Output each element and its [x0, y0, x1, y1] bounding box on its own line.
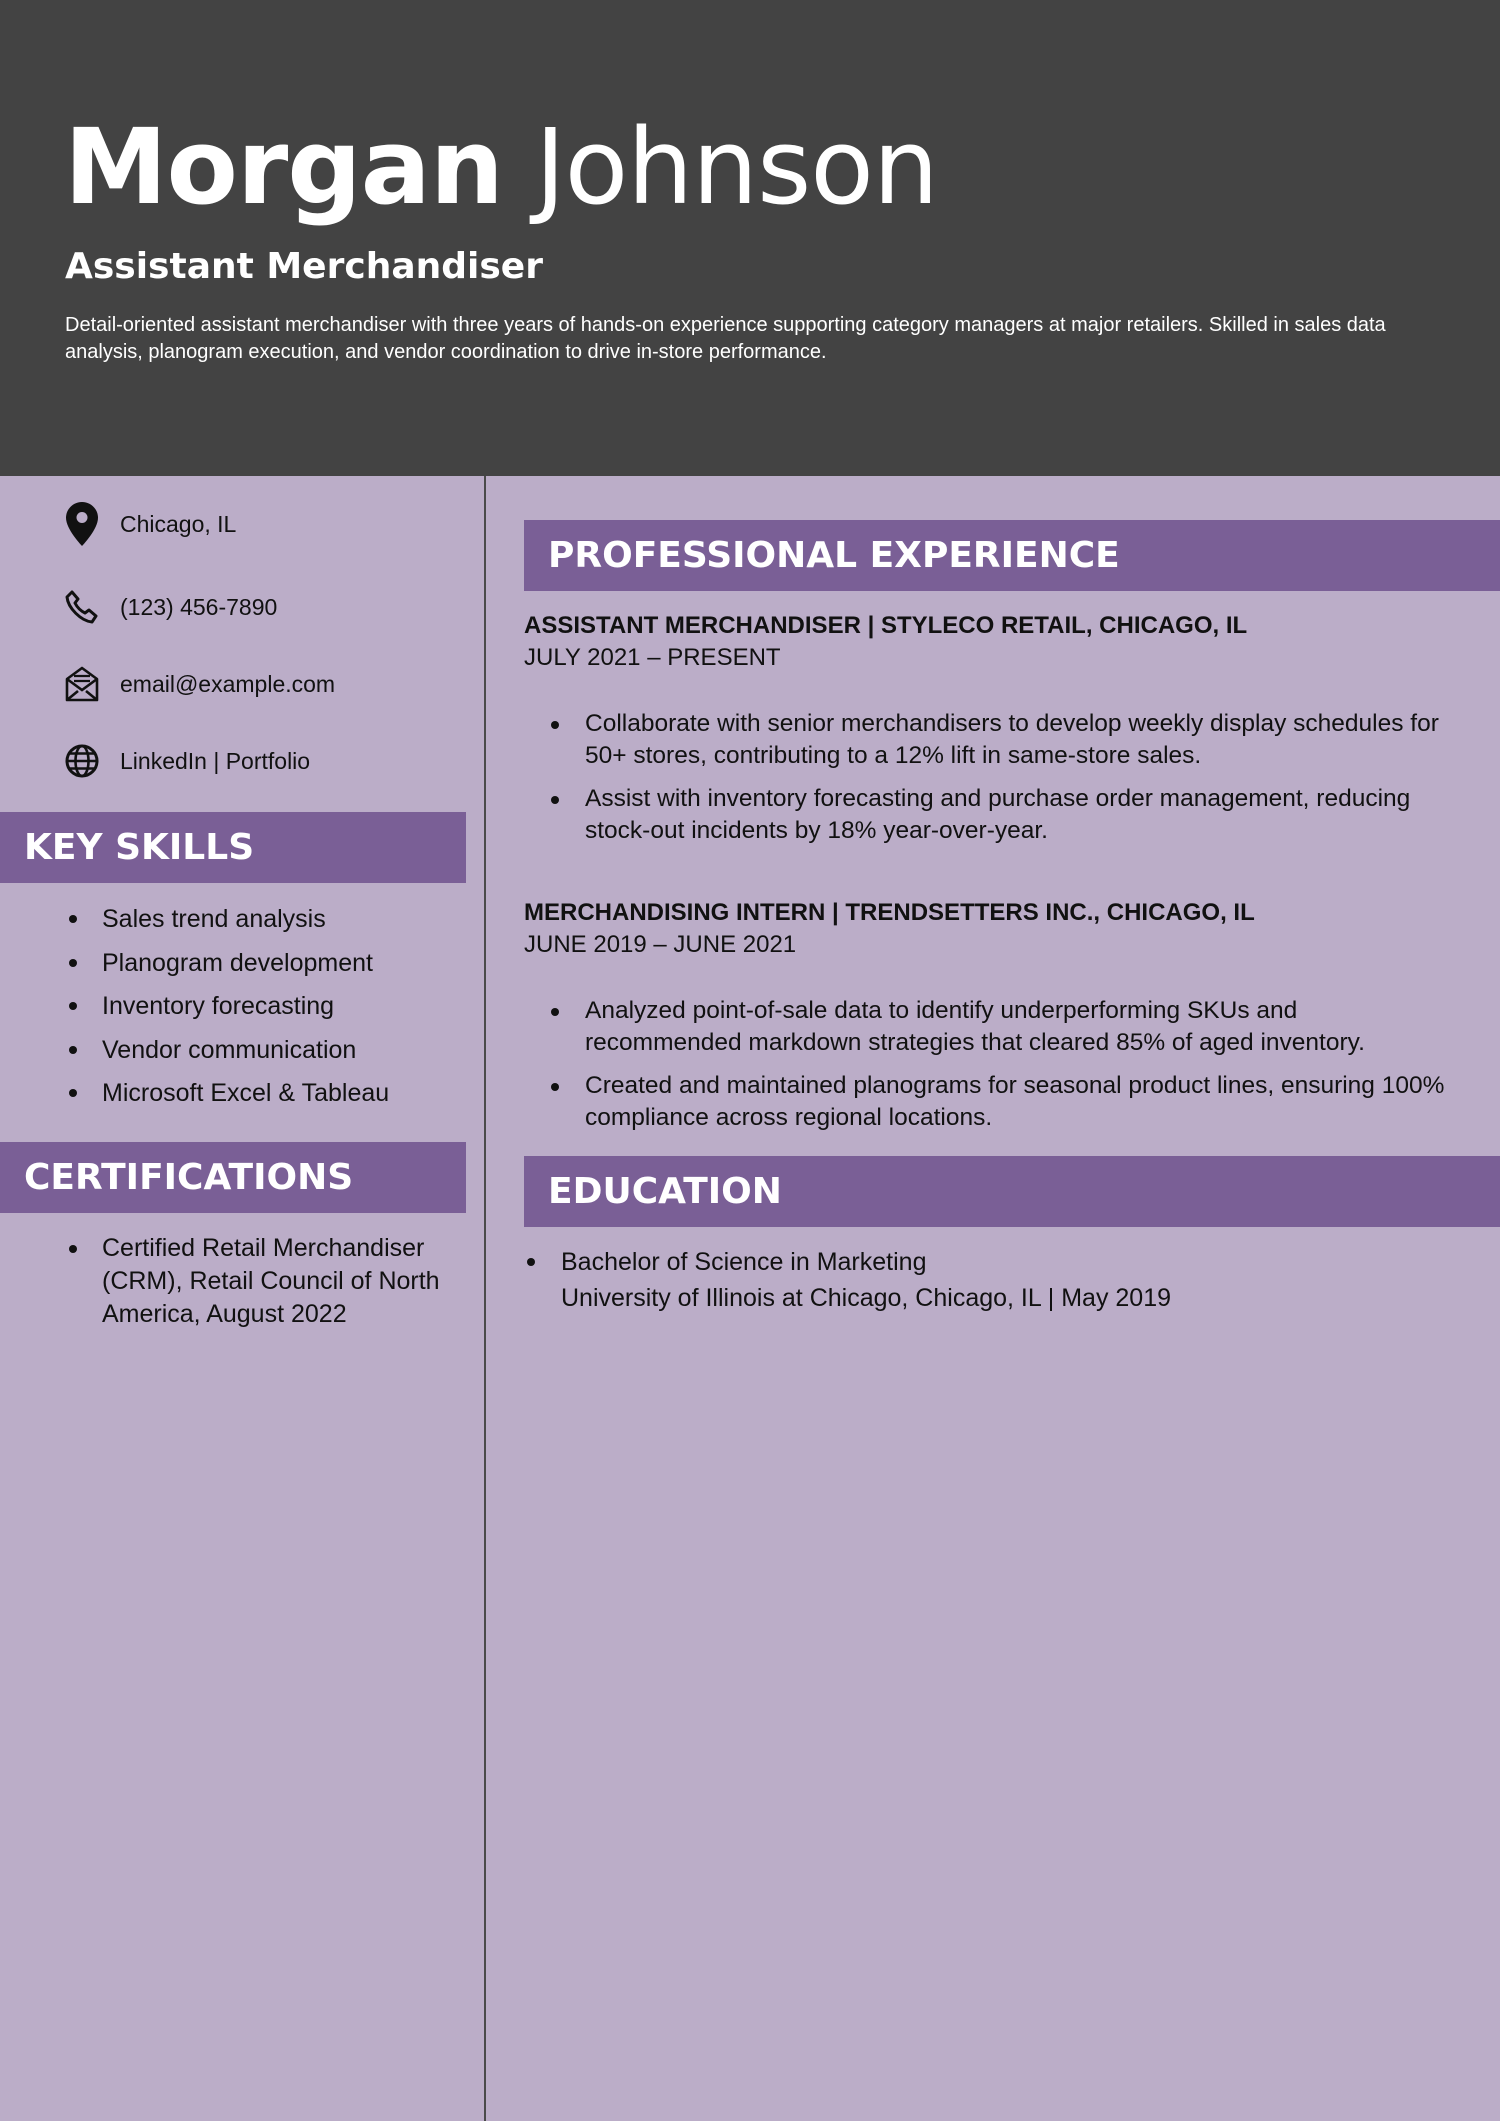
email-text[interactable]: email@example.com: [120, 670, 336, 697]
skill-item: Sales trend analysis: [102, 902, 462, 946]
contact-email: [64, 661, 335, 707]
location-text: Chicago, IL: [120, 510, 237, 537]
job-bullet: Created and maintained planograms for seasonal product lines, ensuring 100% compliance across regional locations.: [585, 1070, 1445, 1134]
job-title: Assistant Merchandiser: [65, 246, 543, 287]
envelope-icon: [64, 661, 100, 707]
experience-heading: PROFESSIONAL EXPERIENCE: [524, 520, 1500, 591]
column-divider: [484, 476, 486, 2121]
job-bullet: Assist with inventory forecasting and purchase order management, reducing stock-out incidents by 18% year-over-year.: [585, 783, 1445, 847]
contact-phone: [64, 584, 277, 630]
profile-summary: Detail-oriented assistant merchandiser with three years of hands-on experience supporting category managers at major retailers. Skilled in sales data analysis, planogram execution, and vendor coordination to drive in-store performance.: [65, 314, 1386, 363]
skills-list: [102, 902, 462, 1120]
skill-item: Planogram development: [102, 946, 462, 990]
skill-item: Microsoft Excel & Tableau: [102, 1076, 462, 1120]
phone-icon: [64, 584, 100, 630]
certifications-heading: CERTIFICATIONS: [0, 1142, 466, 1213]
certifications-list: [102, 1232, 462, 1331]
links-text[interactable]: LinkedIn | Portfolio: [120, 747, 311, 774]
job-headline: ASSISTANT MERCHANDISER | STYLECO RETAIL, CHICAGO, IL: [524, 612, 1248, 639]
certification-item: Certified Retail Merchandiser (CRM), Retail Council of North America, August 2022: [102, 1232, 462, 1331]
contact-links: [64, 738, 310, 784]
job-bullet: Analyzed point-of-sale data to identify underperforming SKUs and recommended markdown strategies that cleared 85% of aged inventory.: [585, 995, 1445, 1059]
job-bullets: [585, 995, 1445, 1145]
skill-item: Inventory forecasting: [102, 989, 462, 1033]
job-dates: JULY 2021 – PRESENT: [524, 644, 781, 671]
contact-location: [64, 501, 236, 547]
education-heading: EDUCATION: [524, 1156, 1500, 1227]
job-headline: MERCHANDISING INTERN | TRENDSETTERS INC., CHICAGO, IL: [524, 899, 1255, 926]
globe-icon: [64, 738, 100, 784]
candidate-name: [64, 106, 938, 228]
job-bullet: Collaborate with senior merchandisers to develop weekly display schedules for 50+ stores, contributing to a 12% lift in same-store sales.: [585, 708, 1445, 772]
job-dates: JUNE 2019 – JUNE 2021: [524, 931, 797, 958]
degree: Bachelor of Science in Marketing: [561, 1248, 927, 1276]
education-entry: [561, 1244, 1461, 1316]
school: University of Illinois at Chicago, Chicago, IL | May 2019: [561, 1284, 1172, 1312]
first-name: Morgan: [64, 106, 503, 228]
header-banner: [0, 0, 1500, 476]
last-name: Johnson: [534, 106, 938, 228]
skill-item: Vendor communication: [102, 1033, 462, 1077]
job-bullets: [585, 708, 1445, 858]
key-skills-heading: KEY SKILLS: [0, 812, 466, 883]
location-pin-icon: [64, 501, 100, 547]
phone-text[interactable]: (123) 456-7890: [120, 593, 278, 620]
